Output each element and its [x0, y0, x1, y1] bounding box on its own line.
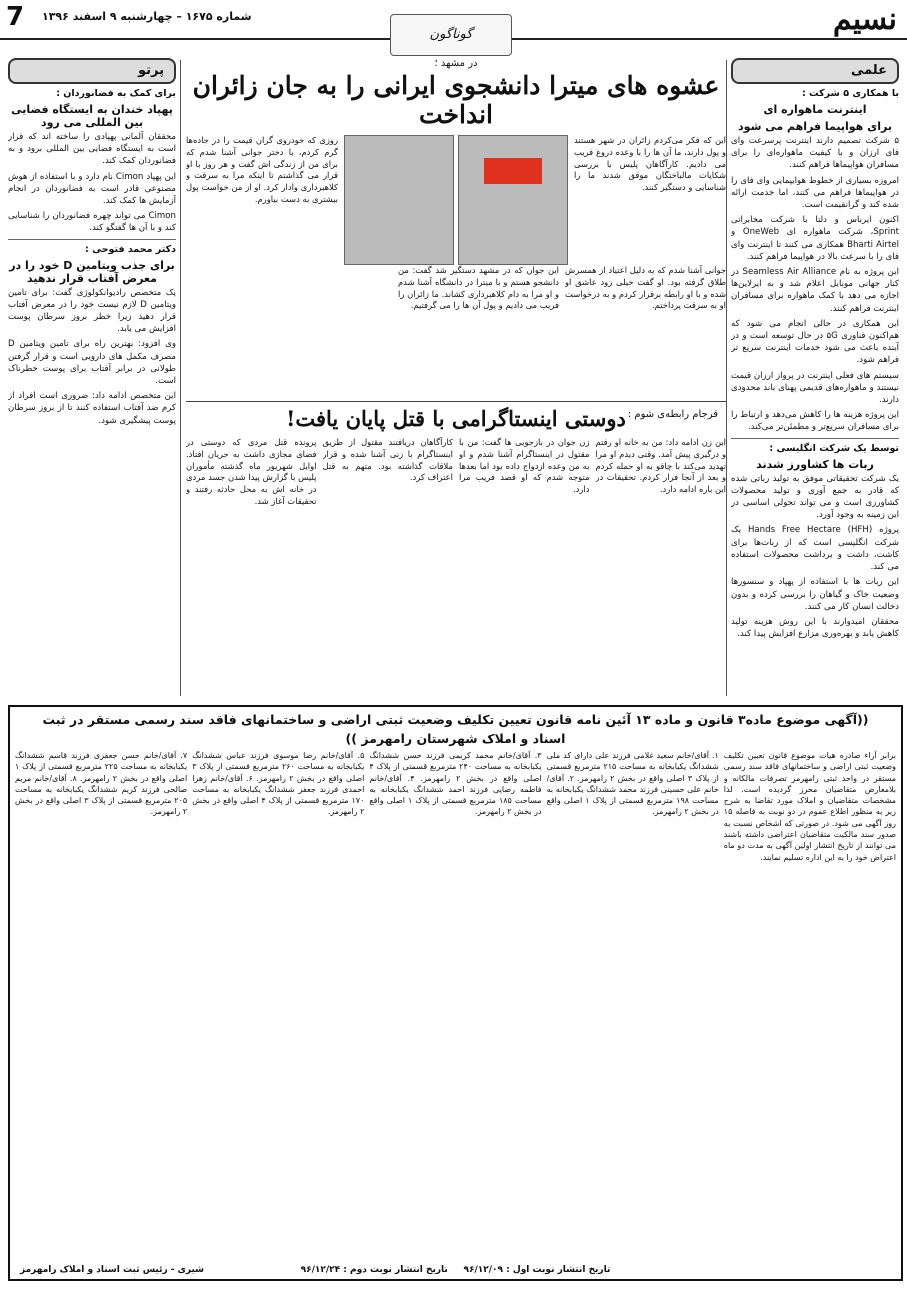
story2-kicker: قرجام رابطه‌ی شوم : [627, 409, 718, 420]
signature: شیری - رئیس ثبت اسناد و املاک رامهرمز [20, 1265, 205, 1275]
story2-column: کارآگاهان دریافتند مقتول از طریق اینستاگرام با زنی آشنا شده و قرار ملاقات گذاشته بود. متهم به قتل اعتراف کرد. [322, 437, 453, 483]
suspect-photo-woman [458, 135, 568, 265]
science-subhead: برای هواپیما فراهم می شود [738, 120, 892, 133]
science-headline: اینترنت ماهواره ای [763, 103, 867, 116]
science-paragraph: این پروژه هزینه ها را کاهش می‌دهد و ارتباط را برای مسافران سریع‌تر و مطمئن‌تر می‌کند. [731, 410, 899, 433]
section-title: گوناگون [390, 14, 512, 56]
center-stories [186, 58, 726, 698]
science-paragraph: این پروژه به نام Seamless Air Alliance در کنار جهانی موبایل اعلام شد و به ایرلاین‌ها اجازه می دهد با کمک ماهواره برای مسافران اینترنت فراهم کنند. [731, 267, 899, 314]
story-column: این که فکر می‌کردم زائران در شهر هستند و پول دارند، ما آن ها را با وعده دروغ فریب می دادیم. کارآگاهان پلیس با بررسی شکایات مالباختگان موفق شدند ما را شناسایی و دستگیر کنند. [574, 135, 726, 193]
story2-column: این زن ادامه داد: من به خانه او رفتم و درگیری پیش آمد. وقتی دیدم او مرا تهدید می‌کند با چاقو به او حمله کردم و بعد از آنجا فرار کردم. تحقیقات در این باره ادامه دارد. [595, 437, 726, 495]
science-paragraph: محققان امیدوارند با این روش هزینه تولید کاهش یابد و بهره‌وری مزارع افزایش پیدا کند. [731, 616, 899, 640]
publish-date-second: تاریخ انتشار نوبت دوم : ۹۶/۱۲/۲۴ [300, 1265, 448, 1275]
science-column [731, 58, 899, 698]
potpourri-paragraph: این پهپاد Cimon نام دارد و با استفاده از هوش مصنوعی قادر است به فضانوردان در انجام آزمایش ها کمک کند. [8, 171, 176, 207]
science-paragraph: پروژه Hands Free Hectare (HFH) یک شرکت انگلیسی است که از ربات‌ها برای کاشت، داشت و برداشت محصولات استفاده می کند. [731, 525, 899, 573]
story-column: جوانی آشنا شدم که به دلیل اعتیاد از همسرش طلاق گرفته بود. او گفت خیلی زود عاشق او شده و با او رابطه برقرار کردم و به درخواست او به سرقت پرداختم. [565, 265, 726, 311]
legal-notice-column: ۳. آقای/خانم محمد کریمی فرزند حسن ششدانگ یکبابخانه به مساحت ۲۴۰ مترمربع قسمتی از پلاک ۴ اصلی واقع در بخش ۲ رامهرمز. ۴. آقای/خانم فاطمه رضایی فرزند احمد ششدانگ یکبابخانه به مساحت ۱۸۵ مترمربع قسمتی از پلاک ۱ اصلی واقع در بخش ۲ رامهرمز. [369, 751, 542, 817]
potpourri-column [8, 58, 176, 698]
science-headline-2: ربات ها کشاورز شدند [756, 457, 874, 471]
story-kicker: در مشهد ؛ [434, 58, 478, 69]
potpourri-section-label: پرتو [8, 58, 176, 84]
science-section-label: علمی [731, 58, 899, 84]
story-column: این جوان که در مشهد دستگیر شد گفت: من دانشجو هستم و با میترا در دانشگاه آشنا شدم و او مرا به دام کلاهبرداری کشاند. ما زائران را فریب می دادیم و پول آن ها را می گرفتیم. [398, 265, 559, 311]
potpourri-intro: برای کمک به فضانوردان : [56, 88, 176, 99]
column-rule [180, 60, 181, 696]
legal-notice-title: ((آگهی موضوع ماده۳ قانون و ماده ۱۳ آئین نامه قانون تعیین تکلیف وضعیت ثبتی اراضی و ساختمانهای فاقد سند رسمی مستقر در ثبت اسناد و املاک شهرستان رامهرمز )) [42, 712, 869, 746]
issue-info: شماره ۱۶۷۵ – چهارشنبه ۹ اسفند ۱۳۹۶ [42, 10, 252, 23]
legal-notice-column: برابر آراء صادره هیات موضوع قانون تعیین تکلیف وضعیت ثبتی اراضی و ساختمانهای فاقد سند رسمی مستقر در واحد ثبتی رامهرمز تصرفات مالکانه و بلامعارض متقاضیان محرز گردیده است. لذا مشخصات متقاضیان و املاک مورد تقاضا به شرح زیر به منظور اطلاع عموم در دو نوبت به فاصله ۱۵ روز آگهی می شود. در صورتی که اشخاص نسبت به صدور سند مالکیت متقاضیان اعتراضی داشته باشند می توانند از تاریخ انتشار اولین آگهی به مدت دو ماه اعتراض خود را به این اداره تسلیم نمایند. [723, 751, 896, 862]
story2-headline: دوستی اینستاگرامی با قتل پایان یافت! [186, 401, 726, 431]
divider [731, 438, 899, 439]
potpourri-paragraph: یک متخصص رادیوانکولوژی گفت: برای تامین ویتامین D لازم نیست خود را در معرض آفتاب قرار دهید زیرا خطر بروز سرطان پوست افزایش می یابد. [8, 287, 176, 335]
science-intro-2: توسط یک شرکت انگلیسی : [769, 442, 899, 454]
face-censor-box [484, 158, 542, 184]
legal-notice-column: ۵. آقای/خانم رضا موسوی فرزند عباس ششدانگ یکبابخانه به مساحت ۲۶۰ مترمربع قسمتی از پلاک ۳ اصلی واقع در بخش ۲ رامهرمز. ۶. آقای/خانم زهرا احمدی فرزند جعفر ششدانگ یکبابخانه به مساحت ۱۷۰ مترمربع قسمتی از پلاک ۴ اصلی واقع در بخش ۲ رامهرمز. [192, 751, 365, 817]
legal-notice [8, 705, 903, 1281]
potpourri-author: دکتر محمد فتوحی : [84, 243, 176, 255]
column-rule [726, 60, 727, 696]
legal-notice-column: ۷. آقای/خانم حسن جعفری فرزند قاسم ششدانگ یکبابخانه به مساحت ۲۲۵ مترمربع قسمتی از پلاک ۱ اصلی واقع در بخش ۲ رامهرمز. ۸. آقای/خانم مریم صالحی فرزند کریم ششدانگ یکبابخانه به مساحت ۲۰۵ مترمربع قسمتی از پلاک ۳ اصلی واقع در بخش ۲ رامهرمز. [14, 751, 188, 817]
suspect-photo-man [344, 135, 454, 265]
story2-column: زن جوان در بازجویی ها گفت: من با مقتول در اینستاگرام آشنا شدم و او به من وعده ازدواج داده بود اما بعدها متوجه شدم که او قصد فریب مرا دارد. [459, 437, 590, 495]
story2-column: پرونده قتل مردی که دوستی در فضای مجازی داشت به جریان افتاد. اوایل شهریور ماه گذشته مأموران پلیس با گزارش پیدا شدن جسد مردی در خانه اش به محل حادثه رفتند و تحقیقات آغاز شد. [186, 437, 317, 506]
science-paragraph: این همکاری در حالی انجام می شود که هم‌اکنون فناوری ۵G در حال توسعه است و در آینده باعث می شود خدمات اینترنت سریع تر فراهم شود. [731, 318, 899, 366]
story-headline: عشوه های میترا دانشجوی ایرانی را به جان زائران انداخت [192, 71, 720, 129]
publish-date-first: تاریخ انتشار نوبت اول : ۹۶/۱۲/۰۹ [463, 1265, 611, 1275]
legal-notice-column: ۱. آقای/خانم سعید غلامی فرزند علی دارای کد ملی ششدانگ یکبابخانه به مساحت ۲۱۵ مترمربع قسمتی از پلاک ۳ اصلی واقع در بخش ۲ رامهرمز. ۲. آقای/خانم علی حسینی فرزند محمد ششدانگ یکبابخانه به مساحت ۱۹۸ مترمربع قسمتی از پلاک ۱ اصلی واقع در بخش ۲ رامهرمز. [546, 751, 719, 817]
science-paragraph: امروزه بسیاری از خطوط هوایپمایی وای فای را در هواپیماها فراهم می کنند، اما خدمت ارائه شده کند و گرانقیمت است. [731, 175, 899, 211]
science-paragraph: اکنون ایرباس و دلتا با شرکت مخابراتی Sprint، شرکت ماهواره ای OneWeb و Bharti Airtel همکاری می کنند تا اینترنت وای فای را با سرعت بالا در هواپیما فراهم کنند. [731, 215, 899, 262]
potpourri-paragraph: Cimon می تواند چهره فضانوردان را شناسایی کند و با آن ها گفتگو کند. [8, 211, 176, 234]
divider [8, 239, 176, 240]
story-column: روزی که خودروی گران قیمت را در جاده‌ها گرم کردم، با دختر جوانی آشنا شدم که برای من از زندگی اش گفت و هر روز با او قرار می گذاشتم تا اینکه مرا به سرقت و کلاهبرداری وادار کرد. او از من خواست پول بیشتری به دست بیاورم. [186, 135, 338, 204]
science-intro: با همکاری ۵ شرکت : [801, 88, 899, 99]
potpourri-paragraph: محققان آلمانی پهپادی را ساخته اند که قرار است به ایستگاه فضایی بین المللی برود و به فضانوردان کمک کند. [8, 132, 176, 167]
science-paragraph: ۵ شرکت تصمیم دارند اینترنت پرسرعت وای فای ارزان و با کیفیت ماهواره‌ای را برای مسافران هواپیماها فراهم کنند. [731, 136, 899, 171]
science-paragraph: این ربات ها با استفاده از پهپاد و سنسورها وضعیت خاک و گیاهان را بررسی کرده و بدون دخالت انسان کار می کنند. [731, 577, 899, 612]
page-number: 7 [6, 2, 25, 32]
newspaper-logo: نسیم [832, 2, 897, 37]
science-paragraph: سیستم های فعلی اینترنت در پرواز ارزان قیمت نیستند و ماهواره‌های قدیمی پهنای باند محدودی دارند. [731, 370, 899, 406]
science-paragraph: یک شرکت تحقیقاتی موفق به تولید رباتی شده که قادر به جمع آوری و تولید محصولات کشاورزی است و می تواند تحولی اساسی در این زمینه به وجود آورد. [731, 473, 899, 521]
potpourri-paragraph: این متخصص ادامه داد: ضروری است افراد از کرم ضد آفتاب استفاده کنند تا از بروز سرطان پوست پیشگیری شود. [8, 391, 176, 426]
story-text [186, 135, 338, 325]
potpourri-headline: پهپاد خندان به ایستگاه فضایی بین المللی می رود [11, 103, 173, 129]
potpourri-paragraph: وی افزود: بهترین راه برای تامین ویتامین D مصرف مکمل های دارویی است و قرار گرفتن طولانی در برابر آفتاب برای پوست خطرناک است. [8, 339, 176, 387]
potpourri-headline-2: برای جذب ویتامین D خود را در معرض آفتاب قرار ندهید [9, 258, 175, 285]
